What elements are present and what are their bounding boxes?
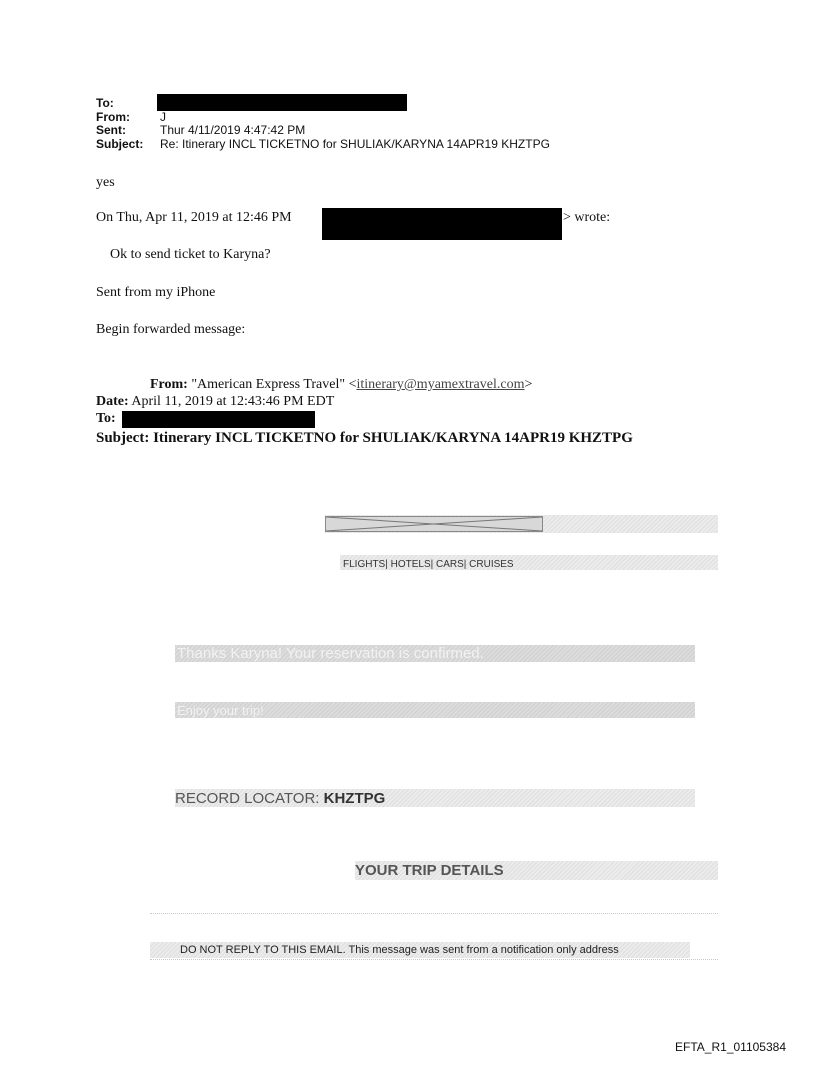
subject-value: Re: Itinerary INCL TICKETNO for SHULIAK/KARYNA 14APR19 KHZTPG bbox=[160, 137, 550, 151]
forward-intro: Begin forwarded message: bbox=[96, 322, 246, 337]
fwd-date-value: April 11, 2019 at 12:43:46 PM EDT bbox=[131, 394, 335, 409]
document-id: EFTA_R1_01105384 bbox=[675, 1040, 786, 1054]
fwd-from-email-link[interactable]: itinerary@myamextravel.com bbox=[356, 377, 525, 392]
fwd-from-name: "American Express Travel" bbox=[191, 377, 346, 392]
record-locator-value: KHZTPG bbox=[323, 790, 386, 807]
redaction-to bbox=[157, 94, 407, 111]
reply-text: yes bbox=[96, 175, 115, 190]
fwd-subject-value: Itinerary INCL TICKETNO for SHULIAK/KARYNA 14APR19 KHZTPG bbox=[153, 430, 633, 446]
sent-value: Thur 4/11/2019 4:47:42 PM bbox=[160, 123, 306, 137]
record-locator bbox=[175, 790, 385, 807]
fwd-from-label: From: bbox=[150, 377, 188, 392]
no-reply-notice: DO NOT REPLY TO THIS EMAIL. This message was sent from a notification only address bbox=[180, 944, 619, 956]
subline-block bbox=[175, 702, 695, 718]
signature: Sent from my iPhone bbox=[96, 285, 216, 300]
from-value: J bbox=[160, 110, 166, 124]
redaction-sender bbox=[322, 208, 562, 240]
to-label: To: bbox=[96, 96, 114, 110]
redaction-fwd-to bbox=[122, 411, 315, 428]
record-locator-label: RECORD LOCATOR: bbox=[175, 790, 320, 807]
divider-top bbox=[150, 913, 718, 914]
greeting-text: Thanks Karyna! Your reservation is confirmed. bbox=[177, 645, 484, 662]
fwd-to-label: To: bbox=[96, 411, 116, 426]
from-label: From: bbox=[96, 110, 130, 124]
fwd-subject-label: Subject: bbox=[96, 430, 150, 446]
fwd-from-line: From: "American Express Travel" <itinerary@myamextravel.com> bbox=[150, 377, 533, 392]
sent-label: Sent: bbox=[96, 123, 126, 137]
fwd-date-label: Date: bbox=[96, 394, 129, 409]
subject-label: Subject: bbox=[96, 137, 144, 151]
broken-image-icon bbox=[325, 516, 543, 532]
quote-intro-after: > wrote: bbox=[563, 210, 611, 225]
nav-links[interactable]: FLIGHTS| HOTELS| CARS| CRUISES bbox=[343, 559, 514, 570]
fwd-to-line bbox=[96, 411, 116, 427]
greeting-block bbox=[175, 645, 695, 662]
fwd-date-line bbox=[96, 394, 334, 410]
subline-text: Enjoy your trip! bbox=[177, 703, 264, 718]
quoted-question: Ok to send ticket to Karyna? bbox=[110, 247, 271, 262]
divider-bottom bbox=[150, 959, 718, 960]
fwd-subject-line bbox=[96, 430, 633, 446]
trip-details-heading: YOUR TRIP DETAILS bbox=[355, 862, 504, 879]
quote-intro-before: On Thu, Apr 11, 2019 at 12:46 PM bbox=[96, 210, 292, 225]
